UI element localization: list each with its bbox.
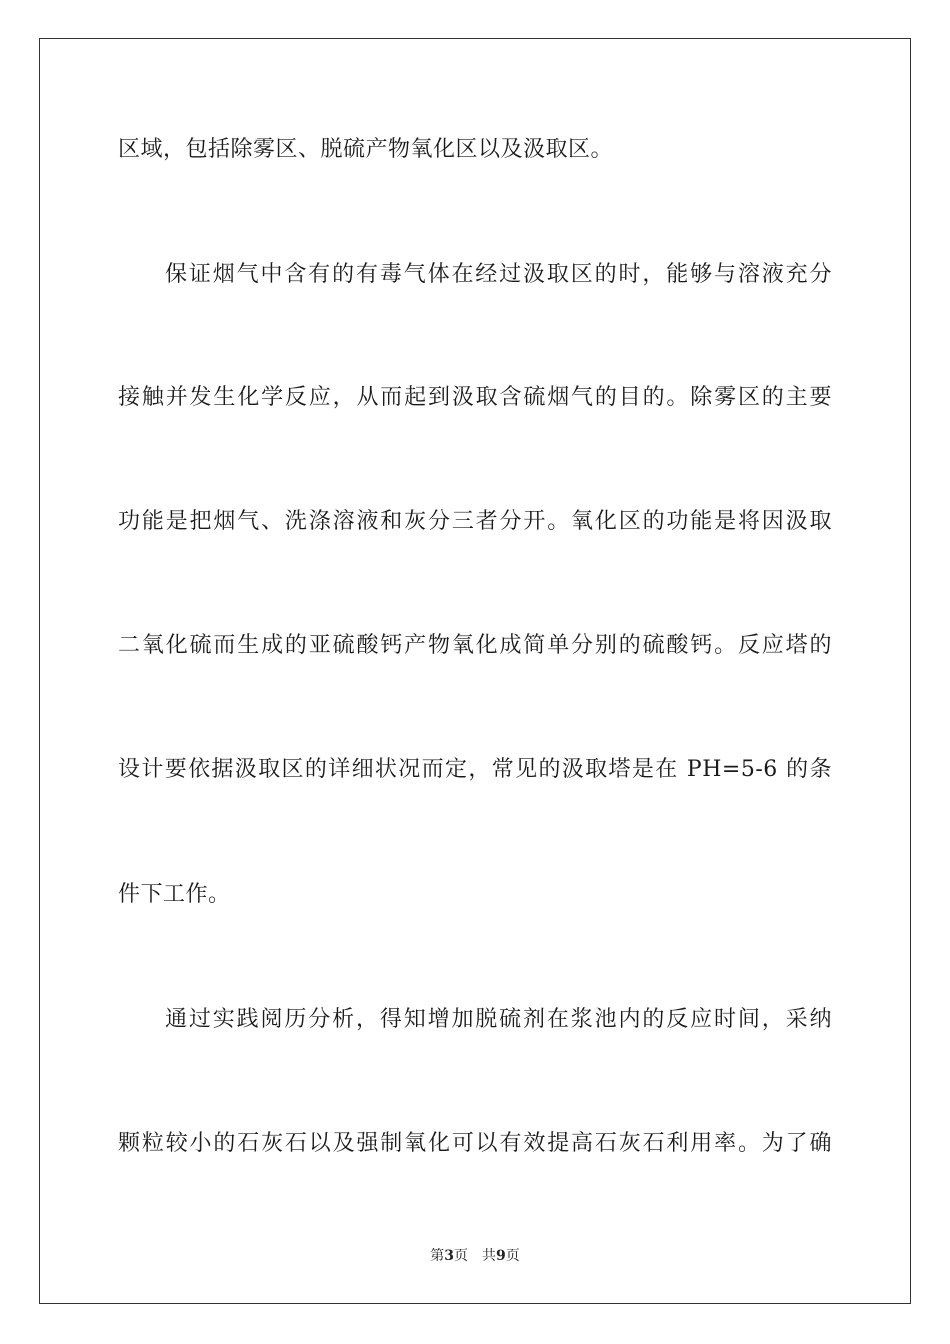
body-text-line-9: 颗粒较小的石灰石以及强制氧化可以有效提高石灰石利用率。为了确	[118, 1131, 832, 1156]
page-number: 3	[444, 1248, 454, 1264]
page-border	[39, 38, 911, 1304]
total-prefix: 共	[482, 1248, 496, 1264]
body-text-line-3: 接触并发生化学反应，从而起到汲取含硫烟气的目的。除雾区的主要	[118, 385, 832, 410]
body-text-line-5: 二氧化硫而生成的亚硫酸钙产物氧化成简单分别的硫酸钙。反应塔的	[118, 633, 832, 658]
body-text-line-8: 通过实践阅历分析，得知增加脱硫剂在浆池内的反应时间，采纳	[165, 1007, 832, 1032]
body-text-line-7: 件下工作。	[118, 882, 231, 907]
page-prefix: 第	[430, 1248, 445, 1264]
page-footer	[0, 1246, 950, 1266]
body-text-line-6: 设计要依据汲取区的详细状况而定，常见的汲取塔是在 PH=5-6 的条	[118, 757, 832, 782]
body-text-line-4: 功能是把烟气、洗涤溶液和灰分三者分开。氧化区的功能是将因汲取	[118, 509, 832, 534]
total-pages: 9	[496, 1248, 506, 1264]
page-suffix: 页	[454, 1248, 468, 1264]
body-text-line-1: 区域，包括除雾区、脱硫产物氧化区以及汲取区。	[118, 137, 614, 162]
body-text-line-2: 保证烟气中含有的有毒气体在经过汲取区的时，能够与溶液充分	[165, 262, 832, 287]
total-suffix: 页	[505, 1248, 520, 1264]
